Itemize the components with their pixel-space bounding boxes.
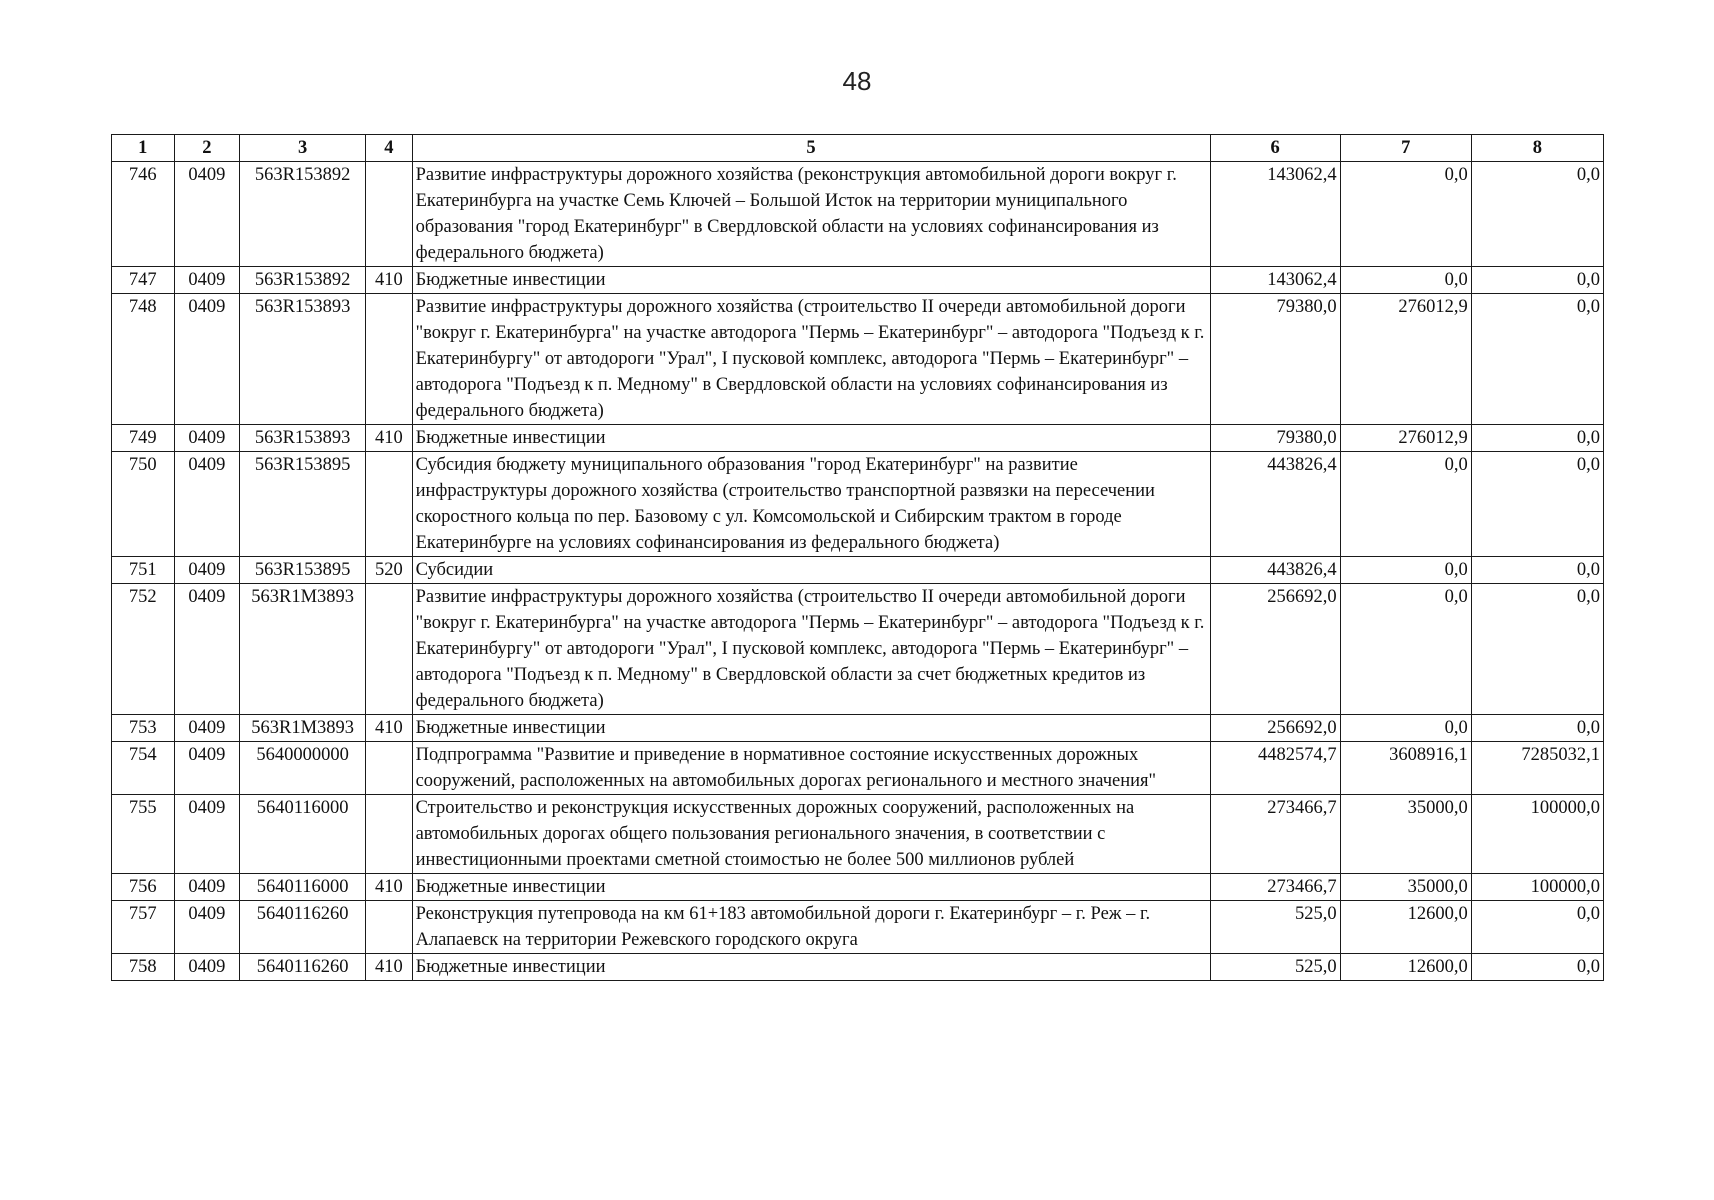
- table-row: [112, 267, 1604, 294]
- table-row: [112, 162, 1604, 267]
- row-number: 748: [112, 294, 175, 425]
- item-name: Бюджетные инвестиции: [412, 425, 1210, 452]
- item-name: Бюджетные инвестиции: [412, 874, 1210, 901]
- amount-col6: 525,0: [1210, 901, 1340, 954]
- amount-col7: 0,0: [1340, 584, 1471, 715]
- amount-col6: 4482574,7: [1210, 742, 1340, 795]
- section-code: 0409: [174, 715, 240, 742]
- amount-col8: 0,0: [1471, 294, 1603, 425]
- amount-col8: 0,0: [1471, 901, 1603, 954]
- amount-col8: 0,0: [1471, 954, 1603, 981]
- expense-type: [366, 901, 412, 954]
- target-code: 5640116000: [240, 874, 366, 901]
- column-header: 6: [1210, 135, 1340, 162]
- section-code: 0409: [174, 294, 240, 425]
- column-header: 1: [112, 135, 175, 162]
- amount-col7: 0,0: [1340, 557, 1471, 584]
- item-name: Развитие инфраструктуры дорожного хозяйства (строительство II очереди автомобильной дороги "вокруг г. Екатеринбурга" на участке автодорога "Пермь – Екатеринбург" – автодорога "Подъезд к г. Екатеринбургу" от автодороги "Урал", I пусковой комплекс, автодорога "Пермь – Екатеринбург" – автодорога "Подъезд к п. Медному" в Свердловской области на условиях софинансирования из федерального бюджета): [412, 294, 1210, 425]
- amount-col6: 273466,7: [1210, 874, 1340, 901]
- amount-col6: 525,0: [1210, 954, 1340, 981]
- section-code: 0409: [174, 584, 240, 715]
- target-code: 563R1M3893: [240, 584, 366, 715]
- column-header: 5: [412, 135, 1210, 162]
- column-header: 8: [1471, 135, 1603, 162]
- table-row: [112, 557, 1604, 584]
- amount-col7: 0,0: [1340, 267, 1471, 294]
- target-code: 563R153893: [240, 294, 366, 425]
- amount-col8: 0,0: [1471, 162, 1603, 267]
- amount-col7: 12600,0: [1340, 954, 1471, 981]
- table-row: [112, 954, 1604, 981]
- row-number: 754: [112, 742, 175, 795]
- target-code: 5640116260: [240, 901, 366, 954]
- column-header: 4: [366, 135, 412, 162]
- amount-col7: 12600,0: [1340, 901, 1471, 954]
- item-name: Подпрограмма "Развитие и приведение в нормативное состояние искусственных дорожных сооружений, расположенных на автомобильных дорогах регионального и местного значения": [412, 742, 1210, 795]
- section-code: 0409: [174, 874, 240, 901]
- item-name: Субсидия бюджету муниципального образования "город Екатеринбург" на развитие инфраструктуры дорожного хозяйства (строительство транспортной развязки на пересечении скоростного кольца по пер. Базовому с ул. Комсомольской и Сибирским трактом в городе Екатеринбурге на условиях софинансирования из федерального бюджета): [412, 452, 1210, 557]
- amount-col8: 100000,0: [1471, 795, 1603, 874]
- target-code: 5640116000: [240, 795, 366, 874]
- table-row: [112, 901, 1604, 954]
- item-name: Развитие инфраструктуры дорожного хозяйства (строительство II очереди автомобильной дороги "вокруг г. Екатеринбурга" на участке автодорога "Пермь – Екатеринбург" – автодорога "Подъезд к г. Екатеринбургу" от автодороги "Урал", I пусковой комплекс, автодорога "Пермь – Екатеринбург" – автодорога "Подъезд к п. Медному" в Свердловской области за счет бюджетных кредитов из федерального бюджета): [412, 584, 1210, 715]
- amount-col6: 256692,0: [1210, 715, 1340, 742]
- row-number: 752: [112, 584, 175, 715]
- amount-col8: 0,0: [1471, 715, 1603, 742]
- amount-col8: 0,0: [1471, 267, 1603, 294]
- target-code: 563R1M3893: [240, 715, 366, 742]
- expense-type: [366, 294, 412, 425]
- column-header: 7: [1340, 135, 1471, 162]
- section-code: 0409: [174, 795, 240, 874]
- amount-col6: 443826,4: [1210, 557, 1340, 584]
- amount-col6: 443826,4: [1210, 452, 1340, 557]
- amount-col6: 143062,4: [1210, 162, 1340, 267]
- expense-type: 410: [366, 874, 412, 901]
- target-code: 563R153892: [240, 162, 366, 267]
- amount-col8: 0,0: [1471, 452, 1603, 557]
- amount-col7: 35000,0: [1340, 795, 1471, 874]
- table-row: [112, 425, 1604, 452]
- amount-col7: 0,0: [1340, 162, 1471, 267]
- row-number: 747: [112, 267, 175, 294]
- row-number: 758: [112, 954, 175, 981]
- expense-type: 410: [366, 425, 412, 452]
- amount-col6: 79380,0: [1210, 425, 1340, 452]
- budget-table: [111, 134, 1604, 981]
- amount-col7: 0,0: [1340, 715, 1471, 742]
- section-code: 0409: [174, 267, 240, 294]
- target-code: 5640000000: [240, 742, 366, 795]
- item-name: Бюджетные инвестиции: [412, 267, 1210, 294]
- amount-col8: 7285032,1: [1471, 742, 1603, 795]
- amount-col8: 0,0: [1471, 425, 1603, 452]
- table-row: [112, 452, 1604, 557]
- amount-col7: 35000,0: [1340, 874, 1471, 901]
- item-name: Бюджетные инвестиции: [412, 954, 1210, 981]
- amount-col8: 0,0: [1471, 557, 1603, 584]
- amount-col7: 276012,9: [1340, 425, 1471, 452]
- amount-col7: 0,0: [1340, 452, 1471, 557]
- amount-col6: 256692,0: [1210, 584, 1340, 715]
- item-name: Развитие инфраструктуры дорожного хозяйства (реконструкция автомобильной дороги вокруг г. Екатеринбурга на участке Семь Ключей – Большой Исток на территории муниципального образования "город Екатеринбург" в Свердловской области на условиях софинансирования из федерального бюджета): [412, 162, 1210, 267]
- table-row: [112, 742, 1604, 795]
- row-number: 749: [112, 425, 175, 452]
- section-code: 0409: [174, 557, 240, 584]
- item-name: Субсидии: [412, 557, 1210, 584]
- table-row: [112, 584, 1604, 715]
- expense-type: 410: [366, 267, 412, 294]
- row-number: 746: [112, 162, 175, 267]
- expense-type: [366, 162, 412, 267]
- table-header-row: [112, 135, 1604, 162]
- page-number: 48: [842, 66, 872, 96]
- amount-col8: 0,0: [1471, 584, 1603, 715]
- amount-col8: 100000,0: [1471, 874, 1603, 901]
- section-code: 0409: [174, 425, 240, 452]
- expense-type: [366, 795, 412, 874]
- target-code: 563R153895: [240, 557, 366, 584]
- table-row: [112, 294, 1604, 425]
- expense-type: [366, 584, 412, 715]
- amount-col6: 143062,4: [1210, 267, 1340, 294]
- target-code: 563R153892: [240, 267, 366, 294]
- column-header: 2: [174, 135, 240, 162]
- amount-col7: 276012,9: [1340, 294, 1471, 425]
- row-number: 755: [112, 795, 175, 874]
- item-name: Строительство и реконструкция искусственных дорожных сооружений, расположенных на автомобильных дорогах общего пользования регионального значения, в соответствии с инвестиционными проектами сметной стоимостью не более 500 миллионов рублей: [412, 795, 1210, 874]
- item-name: Реконструкция путепровода на км 61+183 автомобильной дороги г. Екатеринбург – г. Реж – г. Алапаевск на территории Режевского городского округа: [412, 901, 1210, 954]
- row-number: 751: [112, 557, 175, 584]
- column-header: 3: [240, 135, 366, 162]
- section-code: 0409: [174, 162, 240, 267]
- expense-type: 520: [366, 557, 412, 584]
- expense-type: 410: [366, 954, 412, 981]
- section-code: 0409: [174, 452, 240, 557]
- row-number: 753: [112, 715, 175, 742]
- table-row: [112, 874, 1604, 901]
- target-code: 5640116260: [240, 954, 366, 981]
- amount-col7: 3608916,1: [1340, 742, 1471, 795]
- section-code: 0409: [174, 954, 240, 981]
- expense-type: [366, 452, 412, 557]
- expense-type: [366, 742, 412, 795]
- table-row: [112, 795, 1604, 874]
- target-code: 563R153895: [240, 452, 366, 557]
- amount-col6: 273466,7: [1210, 795, 1340, 874]
- row-number: 750: [112, 452, 175, 557]
- amount-col6: 79380,0: [1210, 294, 1340, 425]
- table-row: [112, 715, 1604, 742]
- row-number: 757: [112, 901, 175, 954]
- target-code: 563R153893: [240, 425, 366, 452]
- section-code: 0409: [174, 742, 240, 795]
- item-name: Бюджетные инвестиции: [412, 715, 1210, 742]
- row-number: 756: [112, 874, 175, 901]
- expense-type: 410: [366, 715, 412, 742]
- section-code: 0409: [174, 901, 240, 954]
